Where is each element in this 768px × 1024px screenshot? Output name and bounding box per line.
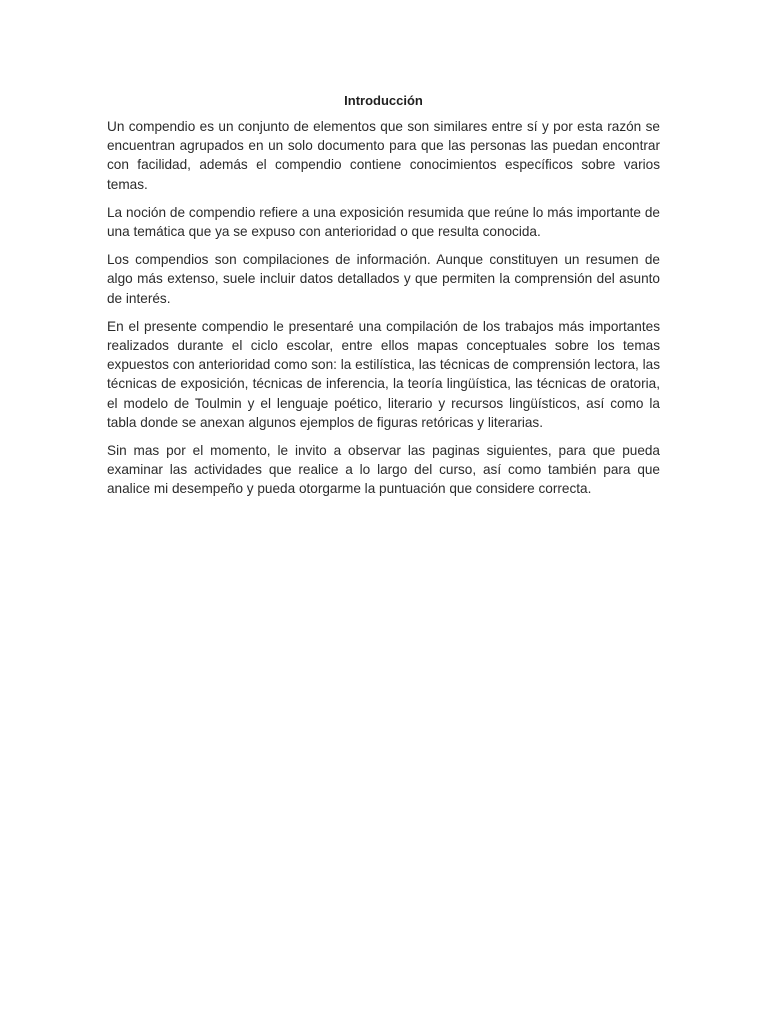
paragraph-1: Un compendio es un conjunto de elementos que son similares entre sí y por esta razón se encuentran agrupados en un solo documento para que las personas las puedan encontrar con facilidad, además el compendio contiene conocimientos específicos sobre varios temas. (107, 119, 660, 192)
paragraph-4: En el presente compendio le presentaré una compilación de los trabajos más importantes realizados durante el ciclo escolar, entre ellos mapas conceptuales sobre los temas expuestos con anterioridad como son: la estilística, las técnicas de comprensión lectora, las técnicas de exposición, técnicas de inferencia, la teoría lingüística, las técnicas de oratoria, el modelo de Toulmin y el lenguaje poético, literario y recursos lingüísticos, así como la tabla donde se anexan algunos ejemplos de figuras retóricas y literarias. (107, 318, 660, 430)
document-title: Introducción (344, 93, 423, 108)
paragraph-5: Sin mas por el momento, le invito a observar las paginas siguientes, para que pueda examinar las actividades que realice a lo largo del curso, así como también para que analice mi desempeño y pueda otorgarme la puntuación que considere correcta. (107, 443, 660, 497)
paragraph-3: Los compendios son compilaciones de información. Aunque constituyen un resumen de algo más extenso, suele incluir datos detallados y que permiten la comprensión del asunto de interés. (107, 252, 660, 306)
document-body (107, 92, 660, 508)
paragraph-2: La noción de compendio refiere a una exposición resumida que reúne lo más importante de una temática que ya se expuso con anterioridad o que resulta conocida. (107, 204, 660, 240)
